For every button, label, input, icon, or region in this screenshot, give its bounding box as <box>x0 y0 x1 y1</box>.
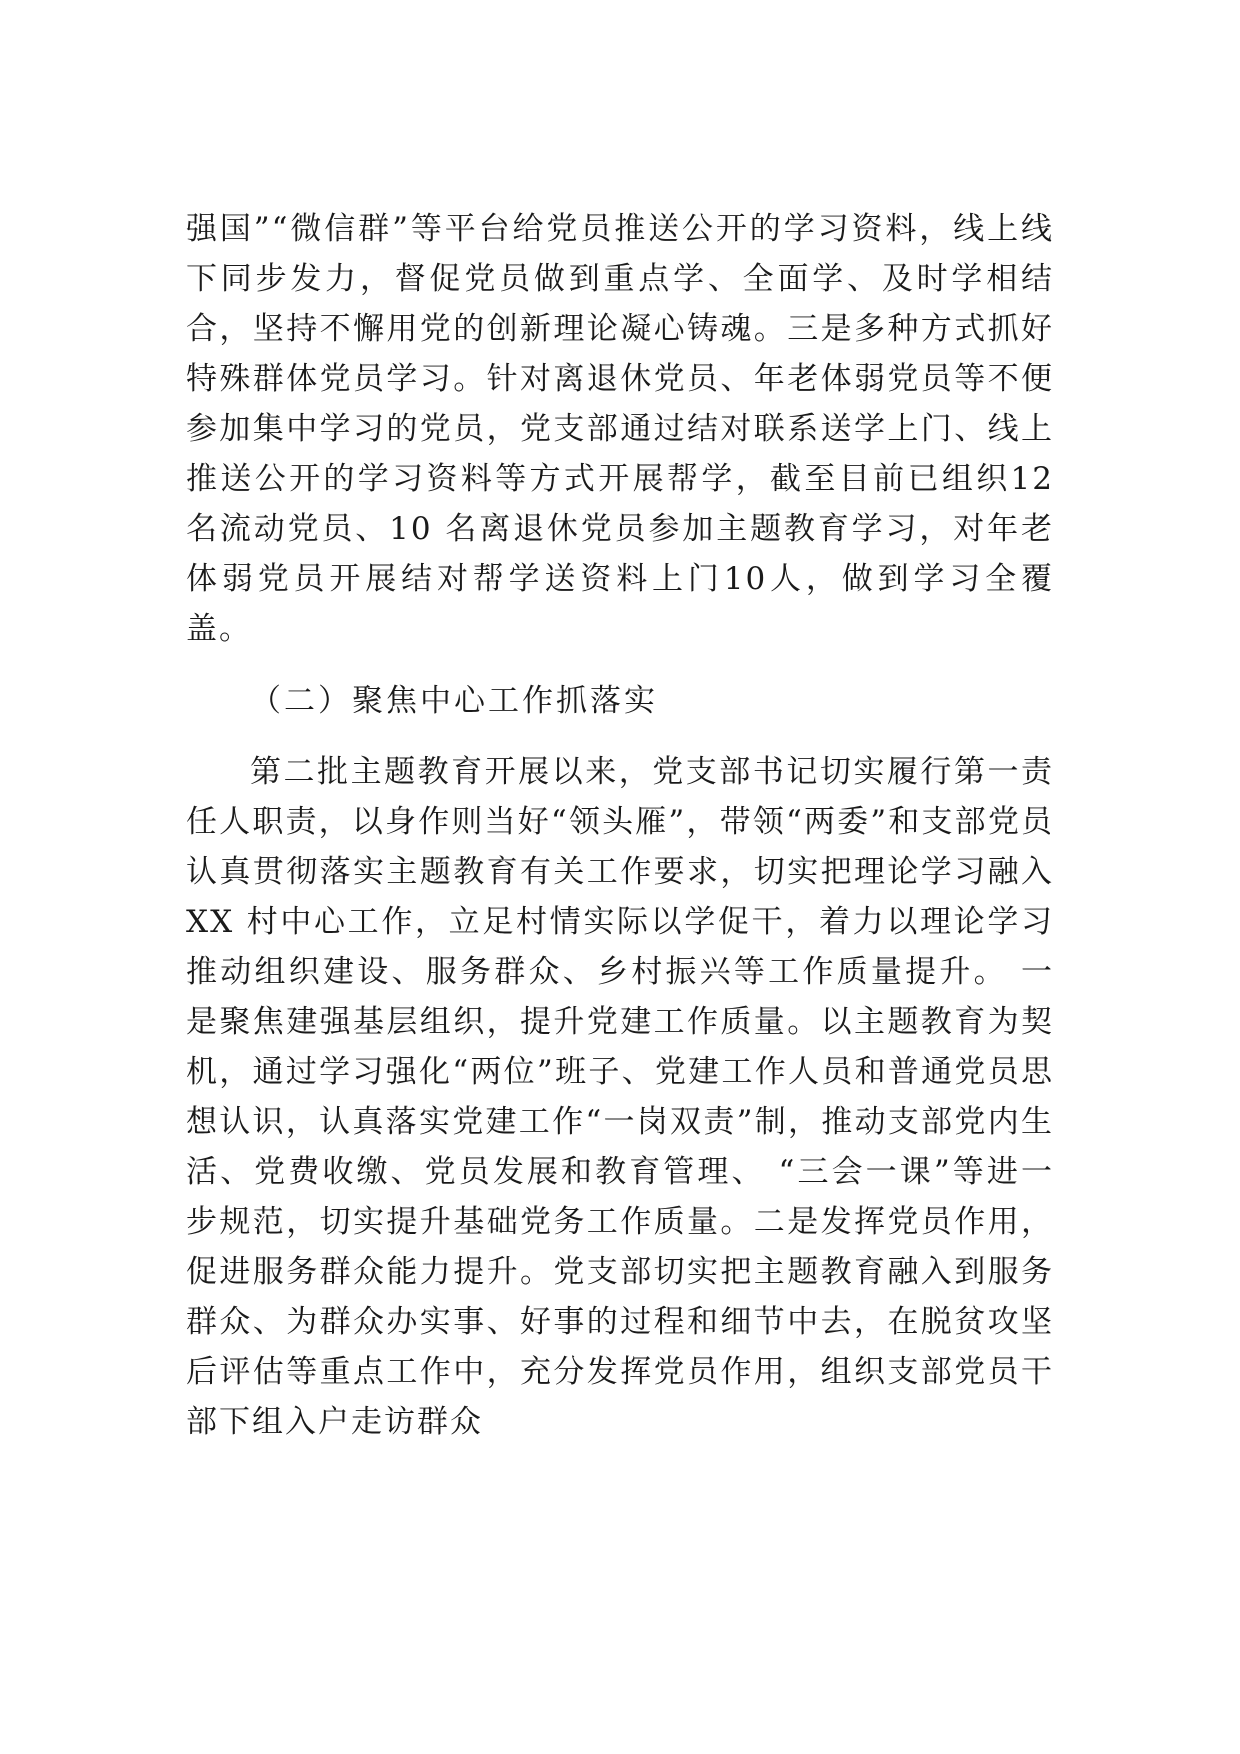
body-paragraph-continued: 强国”“微信群”等平台给党员推送公开的学习资料，线上线下同步发力，督促党员做到重点学、全面学、及时学相结合，坚持不懈用党的创新理论凝心铸魂。三是多种方式抓好特殊群体党员学习。针对离退休党员、年老体弱党员等不便参加集中学习的党员，党支部通过结对联系送学上门、线上推送公开的学习资料等方式开展帮学，截至目前已组织12 名流动党员、10 名离退休党员参加主题教育学习，对年老体弱党员开展结对帮学送资料上门10人，做到学习全覆盖。 <box>186 211 1054 647</box>
document-body <box>186 204 1054 1447</box>
body-paragraph-section-two: 第二批主题教育开展以来，党支部书记切实履行第一责任人职责，以身作则当好“领头雁”，带领“两委”和支部党员认真贯彻落实主题教育有关工作要求，切实把理论学习融入XX 村中心工作，立足村情实际以学促干，着力以理论学习推动组织建设、服务群众、乡村振兴等工作质量提升。 一是聚焦建强基层组织，提升党建工作质量。以主题教育为契机，通过学习强化“两位”班子、党建工作人员和普通党员思想认识，认真落实党建工作“一岗双责”制，推动支部党内生活、党费收缴、党员发展和教育管理、 “三会一课”等进一步规范，切实提升基础党务工作质量。二是发挥党员作用，促进服务群众能力提升。党支部切实把主题教育融入到服务群众、为群众办实事、好事的过程和细节中去，在脱贫攻坚后评估等重点工作中，充分发挥党员作用，组织支部党员干部下组入户走访群众 <box>186 754 1054 1440</box>
section-heading: （二）聚焦中心工作抓落实 <box>250 683 658 719</box>
